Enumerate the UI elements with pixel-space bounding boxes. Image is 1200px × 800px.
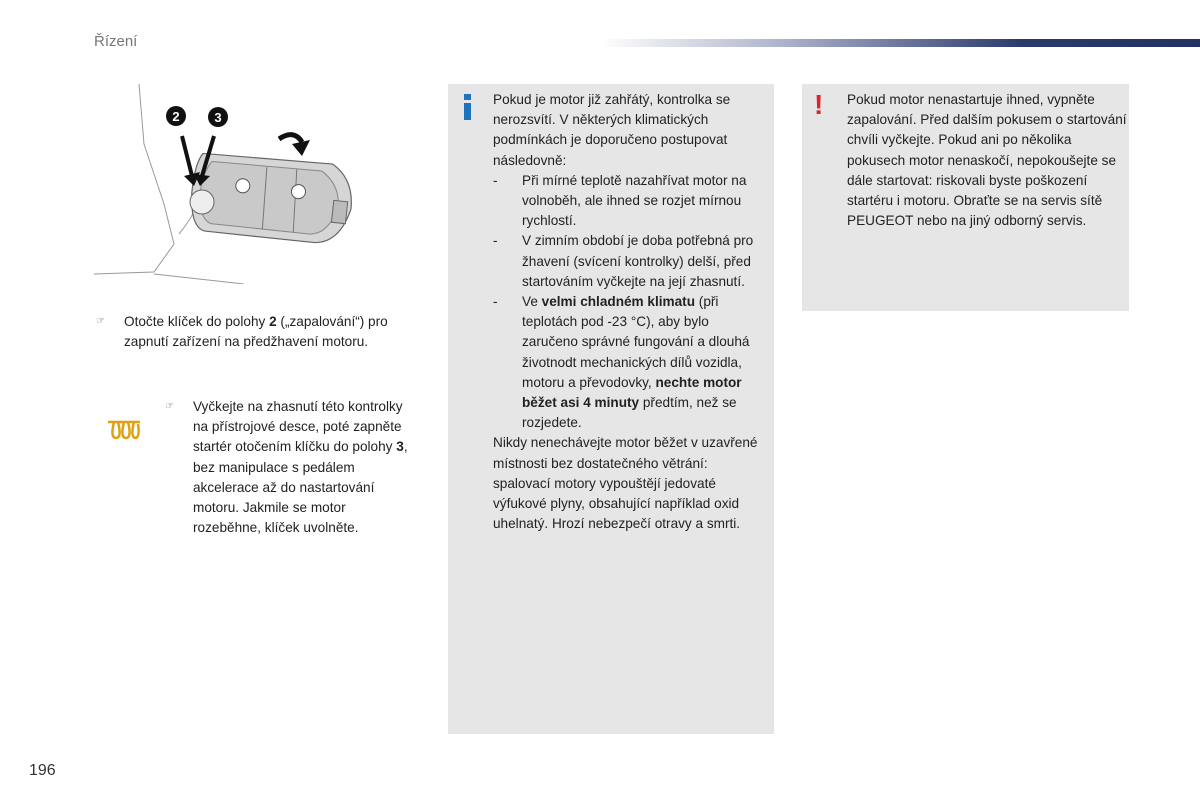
header-bar [600, 39, 1200, 47]
step-1-position: 2 [269, 314, 277, 329]
info-item-1-text: Při mírné teplotě nazahřívat motor na volnoběh, ale ihned se rozjet mírnou rychlostí. [522, 172, 747, 229]
info-box-text [493, 90, 768, 534]
step-2-position: 3 [396, 439, 404, 455]
glow-plug-icon [106, 418, 142, 442]
step-1-text: Otočte klíček do polohy [124, 314, 270, 329]
info-item-3-bold-1: velmi chladném klimatu [541, 294, 696, 310]
info-item-3-prefix: Ve [522, 294, 542, 310]
warning-text: Pokud motor nenastartuje ihned, vypněte zapalování. Před dalším pokusem o startování chvíli vyčkejte. Pokud ani po několika pokusech motor nenaskočí, nepokoušejte se dále startovat: riskovali byste poškození startéru i motoru. Obraťte se na servis sítě PEUGEOT nebo na jiný odborný servis. [847, 92, 1127, 229]
callout-2: 2 [172, 109, 180, 124]
step-1-text-end: („zapalování“) pro zapnutí zařízení na předžhavení motoru. [124, 314, 388, 350]
pointing-hand-icon: ☞ [96, 316, 105, 327]
info-item-3-suffix: předtím, než se rozjedete. [522, 395, 737, 431]
info-item-3: - Ve velmi chladném klimatu (při teplotách pod -23 °C), aby bylo zaručeno správné fungování a dlouhá životnodt mechanických dílů vozidla, motoru a převodovky, nechte motor běžet asi 4 minuty předtím, než se rozjedete. [493, 294, 750, 431]
step-1 [96, 312, 406, 352]
page-number: 196 [29, 762, 56, 779]
callout-3: 3 [214, 110, 222, 125]
pointing-hand-icon: ☞ [165, 401, 174, 412]
info-icon [462, 94, 474, 120]
step-2-text: Vyčkejte na zhasnutí této kontrolky na přístrojové desce, poté zapněte startér otočením klíčku do polohy [193, 399, 403, 455]
info-intro: Pokud je motor již zahřátý, kontrolka se nerozsvítí. V některých klimatických podmínkách je doporučeno postupovat následovně: [493, 92, 731, 168]
info-closing: Nikdy nenechávejte motor běžet v uzavřené místnosti bez dostatečného větrání: spalovací motory vypouštějí jedovaté výfukové plyny, obsahující například oxid uhelnatý. Hrozí nebezpečí otravy a smrti. [493, 435, 758, 532]
info-item-2-text: V zimním období je doba potřebná pro žhavení (svícení kontrolky) delší, před startováním vyčkejte na její zhasnutí. [522, 233, 754, 289]
warning-icon: ! [814, 89, 824, 120]
info-item-2: - V zimním období je doba potřebná pro žhavení (svícení kontrolky) delší, před startováním vyčkejte na její zhasnutí. [493, 233, 754, 289]
step-2-text-end: , bez manipulace s pedálem akcelerace až do nastartování motoru. Jakmile se motor rozeběhne, klíček uvolněte. [193, 439, 408, 536]
info-item-3-bold-2: nechte motor běžet asi 4 minuty [522, 374, 742, 411]
info-item-3-middle: (při teplotách pod -23 °C), aby bylo zaručeno správné fungování a dlouhá životnodt mechanických dílů vozidla, motoru a převodovky, [522, 294, 750, 390]
section-title: Řízení [94, 33, 138, 50]
info-item-1: - Při mírné teplotě nazahřívat motor na volnoběh, ale ihned se rozjet mírnou rychlostí. [493, 172, 747, 229]
ignition-key-illustration [94, 84, 384, 284]
step-2 [165, 397, 410, 538]
